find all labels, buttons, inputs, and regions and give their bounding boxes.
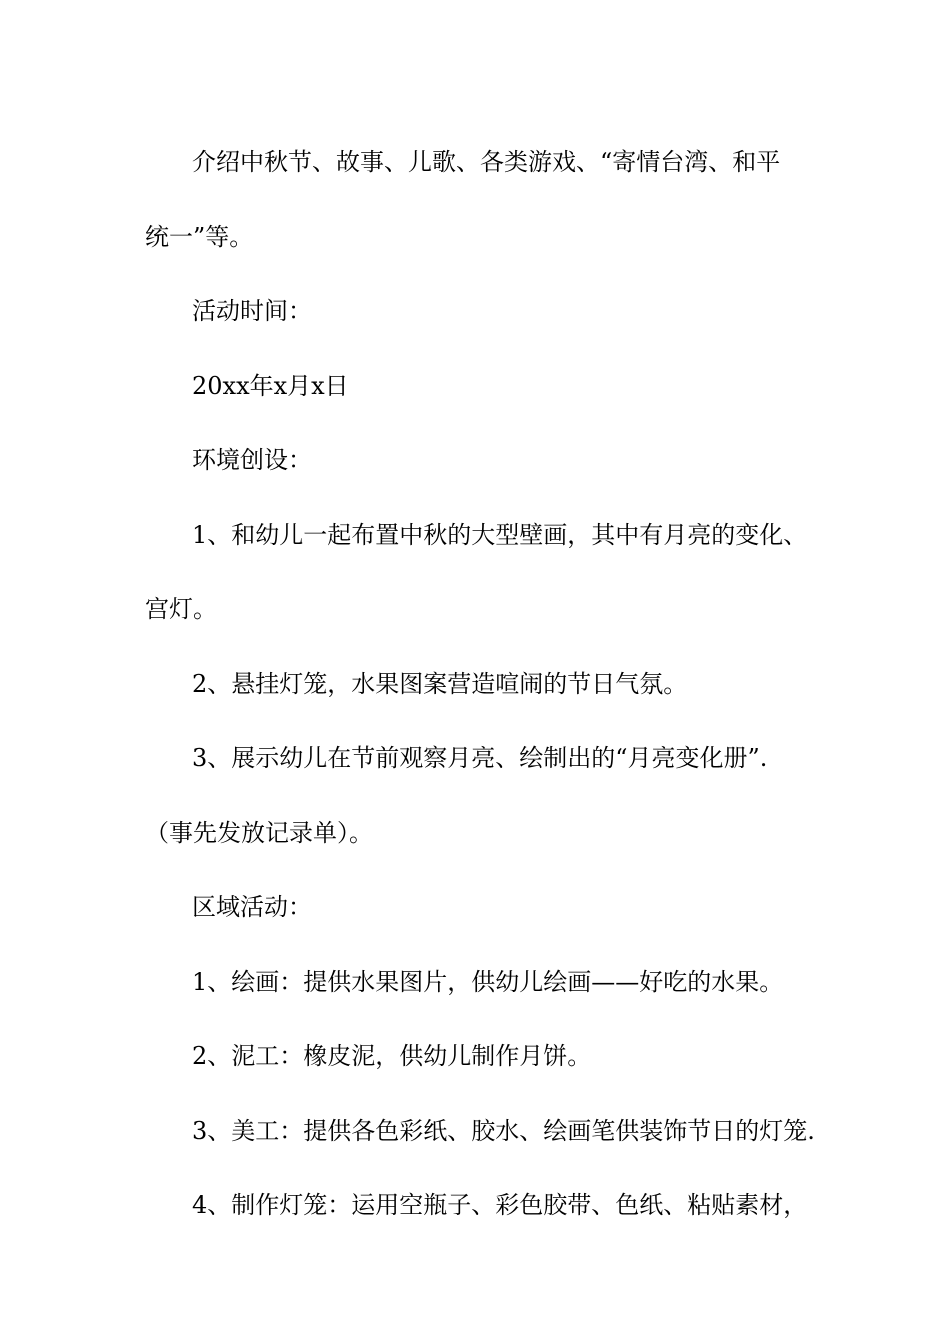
document-body bbox=[145, 125, 815, 1243]
activity-date: 20xx年x月x日 bbox=[192, 371, 349, 400]
area-item-1: 1、绘画：提供水果图片，供幼儿绘画——好吃的水果。 bbox=[192, 967, 784, 996]
paragraph-intro: 介绍中秋节、故事、儿歌、各类游戏、“寄情台湾、和平 bbox=[192, 148, 781, 176]
area-item-2: 2、泥工：橡皮泥，供幼儿制作月饼。 bbox=[192, 1042, 592, 1070]
paragraph-intro-continued: 统一”等。 bbox=[145, 222, 254, 251]
environment-item-1: 1、和幼儿一起布置中秋的大型壁画，其中有月亮的变化、 bbox=[192, 520, 808, 549]
environment-item-3: 3、展示幼儿在节前观察月亮、绘制出的“月亮变化册”. bbox=[192, 744, 768, 772]
heading-environment: 环境创设： bbox=[192, 446, 312, 474]
environment-item-2: 2、悬挂灯笼，水果图案营造喧闹的节日气氛。 bbox=[192, 669, 688, 698]
area-item-3: 3、美工：提供各色彩纸、胶水、绘画笔供装饰节日的灯笼. bbox=[192, 1116, 815, 1145]
environment-item-1-continued: 宫灯。 bbox=[145, 595, 217, 623]
area-item-4: 4、制作灯笼：运用空瓶子、彩色胶带、色纸、粘贴素材， bbox=[192, 1191, 808, 1219]
environment-item-3-continued: （事先发放记录单）。 bbox=[145, 818, 373, 847]
heading-activity-time: 活动时间： bbox=[192, 297, 312, 325]
heading-area-activities: 区域活动： bbox=[192, 893, 312, 921]
